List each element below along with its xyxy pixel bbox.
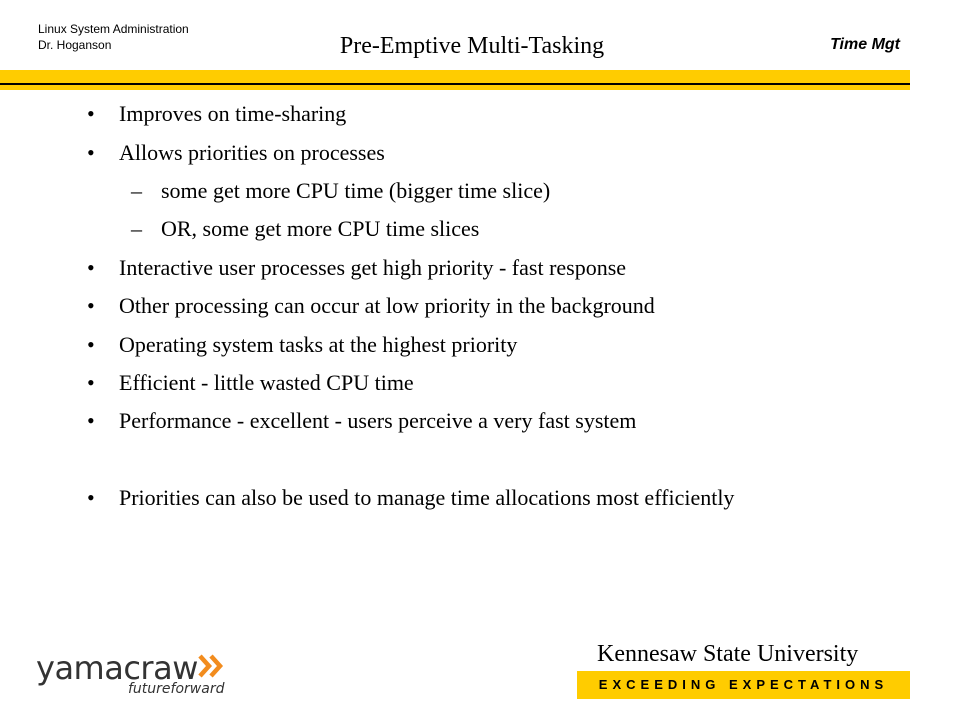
bullet-marker: • — [87, 140, 95, 165]
bullet-marker: • — [87, 293, 95, 318]
logo-tagline: futureforward — [128, 681, 225, 697]
yamacraw-logo — [36, 648, 236, 704]
bullet-text: Allows priorities on processes — [119, 140, 385, 165]
dash-marker: – — [131, 178, 142, 203]
bullet-item — [87, 484, 735, 512]
bullet-text: Interactive user processes get high priority - fast response — [119, 255, 627, 280]
bullet-marker: • — [87, 332, 95, 357]
tagline-bar: EXCEEDING EXPECTATIONS — [577, 671, 910, 699]
bullet-marker: • — [87, 101, 95, 126]
bullet-item — [87, 369, 414, 397]
bullet-text: Operating system tasks at the highest priority — [119, 332, 518, 357]
bullet-item — [87, 292, 655, 320]
bullet-text: OR, some get more CPU time slices — [161, 216, 480, 241]
bullet-text: some get more CPU time (bigger time slice) — [161, 178, 551, 203]
header-bar — [0, 70, 910, 90]
bullet-item — [87, 407, 637, 435]
course-name: Linux System Administration — [38, 22, 189, 36]
bullet-marker: • — [87, 408, 95, 433]
sub-bullet-item — [131, 215, 480, 243]
bullet-text: Other processing can occur at low priority in the background — [119, 293, 655, 318]
bullet-marker: • — [87, 255, 95, 280]
bullet-item — [87, 100, 347, 128]
double-chevron-icon — [198, 653, 224, 679]
bullet-text: Improves on time-sharing — [119, 101, 347, 126]
topic-label: Time Mgt — [830, 36, 900, 53]
bullet-text: Performance - excellent - users perceive a very fast system — [119, 408, 637, 433]
bullet-text: Efficient - little wasted CPU time — [119, 370, 414, 395]
bullet-item — [87, 139, 385, 167]
university-name: Kennesaw State University — [597, 641, 859, 667]
slide-title: Pre-Emptive Multi-Tasking — [339, 33, 605, 59]
bullet-marker: • — [87, 370, 95, 395]
dash-marker: – — [131, 216, 142, 241]
instructor-name: Dr. Hoganson — [38, 38, 112, 52]
bullet-text: Priorities can also be used to manage time allocations most efficiently — [119, 485, 735, 510]
sub-bullet-item — [131, 177, 551, 205]
logo-wordmark: yamacraw — [36, 649, 198, 687]
bullet-item — [87, 254, 627, 282]
bullet-marker: • — [87, 485, 95, 510]
bullet-item — [87, 331, 518, 359]
header-rule — [0, 83, 910, 85]
